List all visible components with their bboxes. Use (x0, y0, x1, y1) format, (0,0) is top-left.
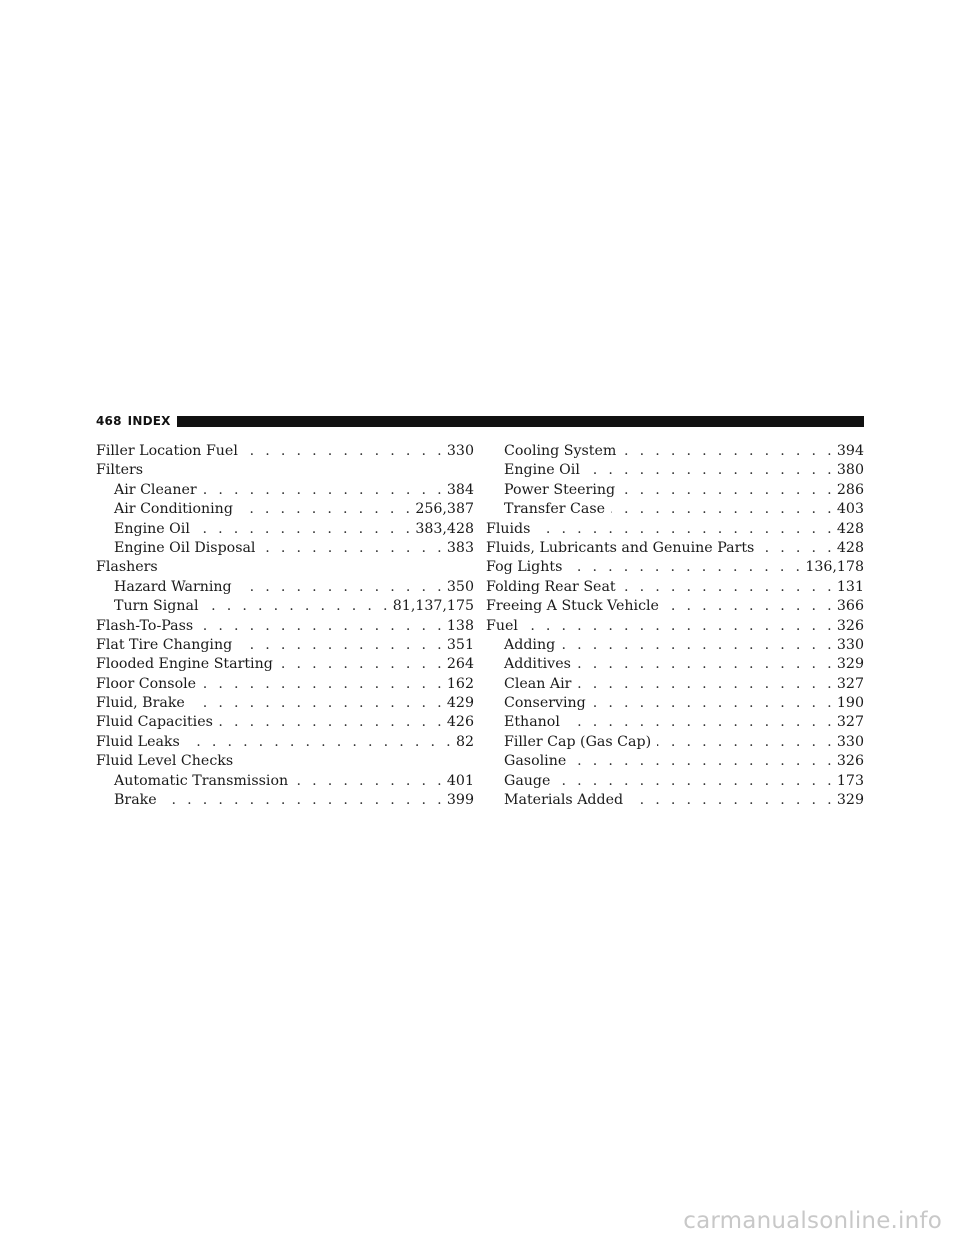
dot-leader (665, 597, 835, 616)
index-term: Clean Air (504, 675, 572, 692)
index-subentry (486, 713, 864, 732)
index-term: Fluid Level Checks (96, 753, 234, 770)
index-subentry (96, 791, 474, 810)
page-reference: 426 (446, 714, 474, 731)
index-term: Flooded Engine Starting (96, 656, 273, 673)
dot-leader (586, 461, 835, 480)
page-reference: 264 (446, 656, 474, 673)
page-reference: 366 (836, 598, 864, 615)
index-term: Fluid Leaks (96, 733, 180, 750)
page-reference: 401 (446, 772, 474, 789)
index-subentry (96, 772, 474, 791)
dot-leader (556, 772, 834, 791)
index-term: Freeing A Stuck Vehicle (486, 598, 659, 615)
dot-leader (622, 442, 835, 461)
index-entry (96, 655, 474, 674)
index-term: Filters (96, 462, 144, 479)
page-reference: 394 (836, 443, 864, 459)
dot-leader (238, 578, 445, 597)
page-reference: 330 (836, 733, 864, 750)
index-term: Fluids (486, 520, 531, 537)
index-subentry (486, 772, 864, 791)
dot-leader (611, 500, 835, 519)
index-term: Materials Added (504, 792, 624, 809)
index-term: Additives (504, 656, 571, 673)
dot-leader (629, 791, 835, 810)
dot-leader (199, 617, 445, 636)
index-subentry (486, 752, 864, 771)
page-reference: 326 (836, 617, 864, 634)
dot-leader (592, 694, 835, 713)
page-reference: 399 (446, 792, 474, 809)
index-entry (96, 733, 474, 752)
index-subentry (96, 481, 474, 500)
index-term: Gauge (504, 772, 551, 789)
index-term: Engine Oil (114, 520, 190, 537)
page-reference: 329 (836, 792, 864, 809)
index-entry (486, 617, 864, 636)
index-subentry (486, 636, 864, 655)
index-column-left (96, 442, 474, 810)
index-entry (486, 520, 864, 539)
index-column-right (486, 442, 864, 810)
index-term: Fluid Capacities (96, 714, 213, 731)
page-reference: 138 (446, 617, 474, 634)
page-reference: 173 (836, 772, 864, 789)
header-rule (177, 416, 864, 427)
index-entry (486, 539, 864, 558)
page-reference: 81,137,175 (392, 598, 474, 615)
index-subentry (486, 481, 864, 500)
page-reference: 383 (446, 539, 474, 556)
page-reference: 82 (455, 733, 474, 750)
index-entry (486, 597, 864, 616)
section-title: INDEX (127, 414, 171, 428)
dot-leader (657, 733, 835, 752)
index-term: Engine Oil (504, 462, 580, 479)
dot-leader (219, 713, 445, 732)
index-entry (96, 694, 474, 713)
page-reference: 190 (836, 695, 864, 712)
index-term: Floor Console (96, 675, 197, 692)
dot-leader (279, 655, 445, 674)
index-term: Fuel (486, 617, 518, 634)
dot-leader (239, 500, 413, 519)
dot-leader (577, 675, 834, 694)
index-term: Adding (504, 636, 556, 653)
index-term: Filler Location Fuel (96, 443, 238, 459)
index-subentry (486, 791, 864, 810)
index-term: Air Cleaner (114, 481, 197, 498)
index-term: Flat Tire Changing (96, 636, 233, 653)
index-subentry (96, 539, 474, 558)
index-entry (96, 558, 474, 577)
dot-leader (760, 539, 835, 558)
page-reference: 327 (836, 714, 864, 731)
dot-leader (622, 578, 835, 597)
index-subentry (486, 500, 864, 519)
dot-leader (238, 636, 445, 655)
dot-leader (203, 481, 445, 500)
dot-leader (524, 617, 835, 636)
index-term: Folding Rear Seat (486, 578, 616, 595)
page-reference: 403 (836, 501, 864, 518)
dot-leader (202, 675, 445, 694)
index-term: Fluids, Lubricants and Genuine Parts (486, 539, 755, 556)
page-reference: 384 (446, 481, 474, 498)
page-reference: 131 (836, 578, 864, 595)
page-reference: 380 (836, 462, 864, 479)
page-reference: 383,428 (415, 520, 474, 537)
index-subentry (96, 520, 474, 539)
index-term: Air Conditioning (114, 501, 233, 518)
watermark: carmanualsonline.info (683, 1208, 942, 1234)
index-term: Filler Cap (Gas Cap) (504, 733, 652, 750)
index-term: Flash-To-Pass (96, 617, 194, 634)
page-reference: 256,387 (415, 501, 474, 518)
index-term: Flashers (96, 559, 158, 576)
dot-leader (196, 520, 413, 539)
page-reference: 428 (836, 539, 864, 556)
page-reference: 350 (446, 578, 474, 595)
dot-leader (577, 655, 835, 674)
index-term: Gasoline (504, 753, 567, 770)
index-term: Hazard Warning (114, 578, 232, 595)
index-subentry (486, 694, 864, 713)
index-entry (96, 617, 474, 636)
dot-leader (572, 752, 835, 771)
page-reference: 326 (836, 753, 864, 770)
dot-leader (566, 713, 835, 732)
running-header (96, 413, 864, 429)
index-term: Conserving (504, 695, 586, 712)
index-entry (96, 675, 474, 694)
dot-leader (191, 694, 445, 713)
index-term: Brake (114, 792, 157, 809)
index-entry (96, 713, 474, 732)
dot-leader (294, 772, 445, 791)
index-term: Fog Lights (486, 559, 563, 576)
index-entry (96, 636, 474, 655)
page-reference: 136,178 (805, 559, 864, 576)
index-term: Ethanol (504, 714, 560, 731)
page-reference: 327 (836, 675, 864, 692)
index-term: Cooling System (504, 443, 617, 459)
dot-leader (261, 539, 444, 558)
index-term: Fluid, Brake (96, 695, 185, 712)
page-reference: 429 (446, 695, 474, 712)
index-term: Turn Signal (114, 598, 199, 615)
index-subentry (96, 500, 474, 519)
dot-leader (186, 733, 454, 752)
dot-leader (163, 791, 445, 810)
index-entry (96, 442, 474, 461)
index-subentry (486, 675, 864, 694)
page-reference: 351 (446, 636, 474, 653)
page-reference: 329 (836, 656, 864, 673)
index-subentry (96, 578, 474, 597)
index-entry (96, 461, 474, 480)
index-subentry (486, 442, 864, 461)
index-subentry (486, 655, 864, 674)
page-number: 468 (96, 414, 122, 428)
dot-leader (205, 597, 391, 616)
page-reference: 162 (446, 675, 474, 692)
dot-leader (568, 558, 803, 577)
index-term: Power Steering (504, 481, 616, 498)
index-entry (96, 752, 474, 771)
index-subentry (486, 461, 864, 480)
index-entry (486, 558, 864, 577)
dot-leader (244, 442, 445, 461)
dot-leader (561, 636, 835, 655)
index-subentry (96, 597, 474, 616)
page-reference: 286 (836, 481, 864, 498)
index-term: Transfer Case (504, 501, 606, 518)
dot-leader (536, 520, 834, 539)
dot-leader (621, 481, 835, 500)
page-reference: 428 (836, 520, 864, 537)
index-term: Automatic Transmission (114, 772, 289, 789)
index-subentry (486, 733, 864, 752)
page-reference: 330 (446, 443, 474, 459)
page-reference: 330 (836, 636, 864, 653)
index-entry (486, 578, 864, 597)
index-term: Engine Oil Disposal (114, 539, 256, 556)
